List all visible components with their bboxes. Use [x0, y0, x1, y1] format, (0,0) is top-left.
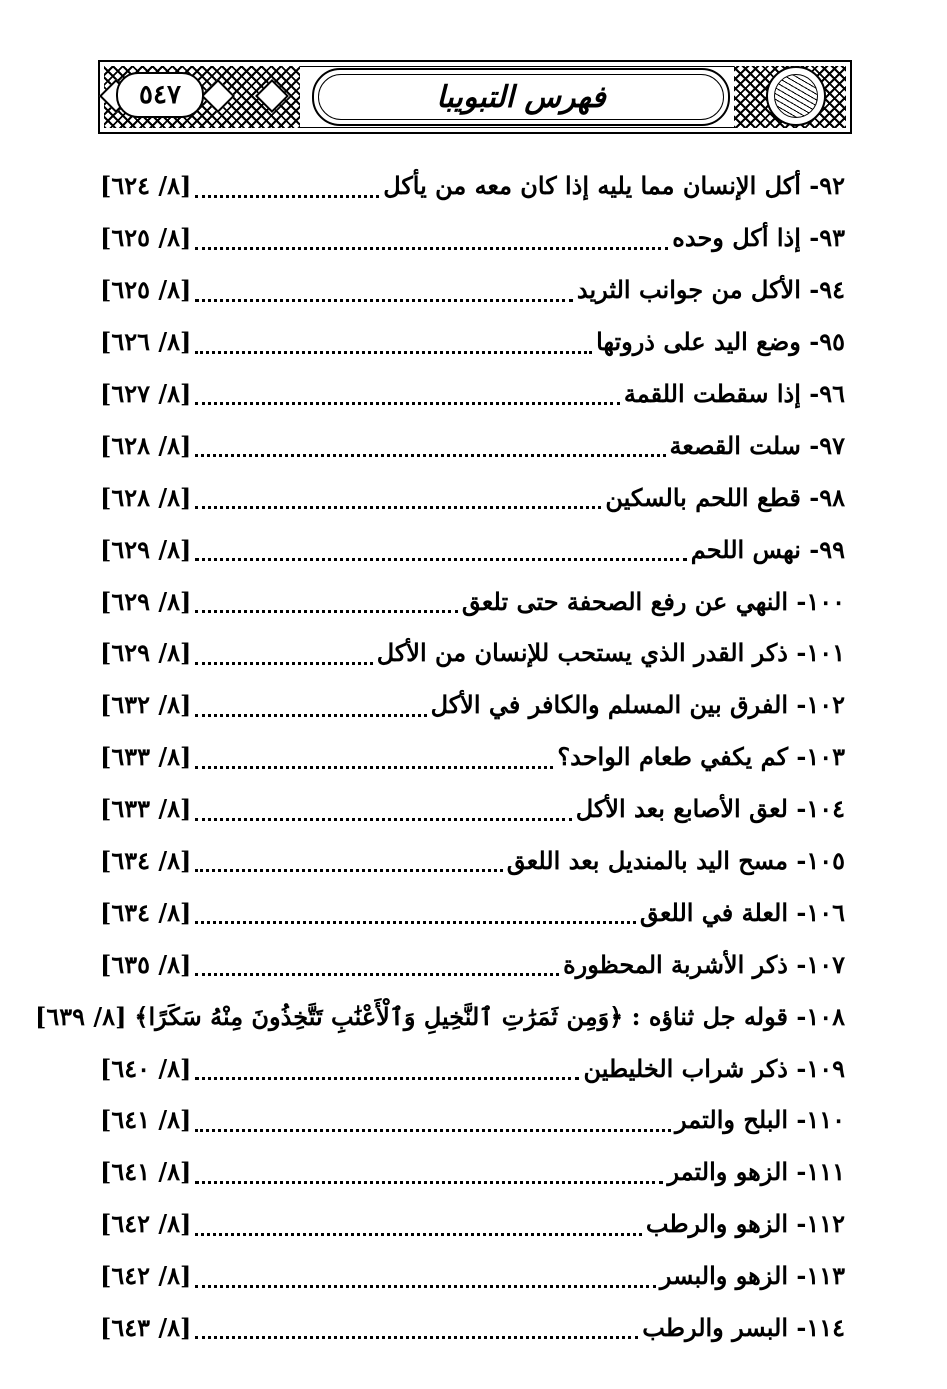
- volume-page-reference: [٨/ ٦٢٩]: [100, 586, 192, 616]
- page-title: فهرس التبويبا: [436, 79, 606, 115]
- index-entry: [100, 835, 845, 887]
- entry-text: الفرق بين المسلم والكافر في الأكل: [430, 690, 788, 720]
- entry-number: ١١٤-: [796, 1313, 845, 1343]
- volume-page-reference: [٨/ ٦٤١]: [100, 1105, 192, 1135]
- entry-text: وضع اليد على ذروتها: [596, 327, 801, 357]
- entry-title: [672, 223, 845, 252]
- index-entry: [100, 419, 845, 471]
- entry-title: [134, 1002, 845, 1031]
- entry-number: ٩٥-: [809, 327, 845, 357]
- dot-leader: [195, 1161, 663, 1184]
- entry-text: الأكل من جوانب الثريد: [576, 275, 801, 305]
- entry-text: لعق الأصابع بعد الأكل: [575, 794, 788, 824]
- entry-title: [577, 275, 845, 304]
- seal-emblem-icon: [766, 66, 826, 126]
- volume-page-reference: [٨/ ٦٢٨]: [100, 482, 192, 512]
- entry-title: [646, 1209, 845, 1238]
- entry-text: الزهو والرطب: [645, 1209, 788, 1239]
- entry-title: [583, 1054, 845, 1083]
- dot-leader: [195, 486, 601, 509]
- entry-title: [383, 171, 845, 200]
- seal-inner: [774, 74, 818, 118]
- entry-title: [691, 535, 845, 564]
- page-number: ٥٤٧: [116, 72, 204, 118]
- entry-text: البلح والتمر: [675, 1105, 788, 1135]
- entry-title: [462, 587, 845, 616]
- volume-page-reference: [٨/ ٦٣٤]: [100, 897, 192, 927]
- entry-text: قوله جل ثناؤه : ﴿وَمِن ثَمَرَٰتِ ٱلنَّخِيلِ وَٱلْأَعْنَٰبِ تَتَّخِذُونَ مِنْهُ سَكَرًا﴾: [134, 1001, 788, 1031]
- entry-title: [667, 1157, 845, 1186]
- entry-title: [563, 950, 845, 979]
- entry-text: مسح اليد بالمنديل بعد اللعق: [506, 846, 788, 876]
- index-entry: [100, 212, 845, 264]
- dot-leader: [195, 642, 372, 665]
- entry-text: إذا سقطت اللقمة: [623, 379, 801, 408]
- page-header: [98, 60, 852, 134]
- volume-page-reference: [٨/ ٦٤٣]: [100, 1313, 192, 1343]
- entry-number: ١٠٥-: [796, 846, 845, 876]
- dot-leader: [195, 175, 379, 198]
- dot-leader: [195, 746, 553, 769]
- entry-text: العلة في اللعق: [639, 897, 788, 927]
- entry-title: [675, 1105, 845, 1134]
- entry-title: [431, 690, 845, 719]
- volume-page-reference: [٨/ ٦٢٥]: [100, 223, 192, 253]
- volume-page-reference: [٨/ ٦٣٣]: [100, 794, 192, 824]
- dot-leader: [195, 1213, 641, 1236]
- entry-number: ٩٦-: [809, 379, 845, 408]
- index-entry: [100, 316, 845, 368]
- volume-page-reference: [٨/ ٦٢٧]: [100, 379, 192, 408]
- entry-text: إذا أكل وحده: [672, 223, 801, 253]
- index-entry: [100, 471, 845, 523]
- index-entry: [100, 679, 845, 731]
- dot-leader: [195, 901, 636, 924]
- dot-leader: [195, 279, 572, 302]
- title-plate: [312, 68, 730, 126]
- entry-number: ١٠١-: [796, 638, 845, 668]
- entry-title: [576, 794, 845, 823]
- entry-number: ٩٤-: [809, 275, 845, 305]
- entry-text: ذكر الأشربة المحظورة: [563, 949, 788, 979]
- dot-leader: [195, 1265, 655, 1288]
- volume-page-reference: [٨/ ٦٤١]: [100, 1157, 192, 1187]
- index-entry: [100, 731, 845, 783]
- volume-page-reference: [٨/ ٦٣٣]: [100, 742, 192, 772]
- entry-number: ١٠٣-: [796, 742, 845, 772]
- entry-text: البسر والرطب: [642, 1313, 788, 1343]
- entry-number: ٩٨-: [809, 482, 845, 512]
- volume-page-reference: [٨/ ٦٤٢]: [100, 1209, 192, 1239]
- entry-text: ذكر شراب الخليطين: [583, 1053, 788, 1083]
- dot-leader: [195, 849, 502, 872]
- entry-text: النهي عن رفع الصحفة حتى تلعق: [461, 586, 788, 616]
- entry-title: [605, 483, 845, 512]
- dot-leader: [195, 331, 592, 354]
- index-entry: [100, 886, 845, 938]
- volume-page-reference: [٨/ ٦٢٤]: [100, 171, 192, 201]
- index-entry: [100, 264, 845, 316]
- index-entry: [100, 1302, 845, 1354]
- index-entry: [100, 368, 845, 420]
- dot-leader: [195, 953, 559, 976]
- entry-title: [660, 1261, 845, 1290]
- entry-number: ١١٢-: [796, 1209, 845, 1239]
- entry-title: [557, 742, 845, 771]
- entry-number: ٩٧-: [809, 430, 845, 460]
- volume-page-reference: [٨/ ٦٣٩]: [35, 1001, 127, 1031]
- volume-page-reference: [٨/ ٦٤٢]: [100, 1261, 192, 1291]
- index-entry: [100, 1094, 845, 1146]
- entry-number: ٩٢-: [809, 171, 845, 201]
- entry-text: كم يكفي طعام الواحد؟: [557, 742, 788, 772]
- entry-number: ١٠٩-: [796, 1053, 845, 1083]
- index-entry: [100, 1198, 845, 1250]
- index-entry: [100, 160, 845, 212]
- entry-title: [670, 431, 845, 460]
- dot-leader: [195, 538, 686, 561]
- entry-number: ٩٣-: [809, 223, 845, 253]
- index-entry: [100, 575, 845, 627]
- entry-number: ١١١-: [796, 1157, 845, 1187]
- volume-page-reference: [٨/ ٦٢٨]: [100, 430, 192, 460]
- entry-number: ٩٩-: [809, 534, 845, 564]
- volume-page-reference: [٨/ ٦٢٩]: [100, 638, 192, 668]
- entry-number: ١١٠-: [796, 1105, 845, 1135]
- entry-text: نهس اللحم: [690, 534, 801, 564]
- entry-number: ١٠٨-: [796, 1001, 845, 1031]
- entry-text: سلت القصعة: [669, 430, 801, 460]
- index-entry: [100, 1250, 845, 1302]
- dot-leader: [195, 798, 571, 821]
- entry-number: ١١٣-: [796, 1261, 845, 1291]
- dot-leader: [195, 590, 458, 613]
- entry-number: ١٠٤-: [796, 794, 845, 824]
- volume-page-reference: [٨/ ٦٣٢]: [100, 690, 192, 720]
- volume-page-reference: [٨/ ٦٢٥]: [100, 275, 192, 305]
- index-entry: [100, 523, 845, 575]
- entry-title: [642, 1313, 845, 1342]
- volume-page-reference: [٨/ ٦٢٦]: [100, 327, 192, 357]
- entry-number: ١٠٦-: [796, 897, 845, 927]
- dot-leader: [195, 434, 665, 457]
- entry-text: قطع اللحم بالسكين: [605, 482, 801, 512]
- dot-leader: [195, 382, 619, 405]
- index-entry: [100, 627, 845, 679]
- entry-text: الزهو والبسر: [659, 1261, 788, 1291]
- entry-text: ذكر القدر الذي يستحب للإنسان من الأكل: [376, 638, 788, 668]
- entry-text: الزهو والتمر: [667, 1157, 788, 1187]
- dot-leader: [195, 694, 426, 717]
- entry-number: ١٠٠-: [796, 586, 845, 616]
- dot-leader: [195, 227, 668, 250]
- index-entry: [100, 783, 845, 835]
- index-entry: [100, 938, 845, 990]
- entry-text: أكل الإنسان مما يليه إذا كان معه من يأكل: [383, 171, 801, 201]
- volume-page-reference: [٨/ ٦٤٠]: [100, 1053, 192, 1083]
- volume-page-reference: [٨/ ٦٣٥]: [100, 949, 192, 979]
- dot-leader: [195, 1109, 671, 1132]
- entry-number: ١٠٧-: [796, 949, 845, 979]
- volume-page-reference: [٨/ ٦٣٤]: [100, 846, 192, 876]
- entry-title: [640, 898, 845, 927]
- entry-title: [377, 638, 845, 667]
- entry-number: ١٠٢-: [796, 690, 845, 720]
- index-entry: [35, 990, 845, 1042]
- entry-title: [507, 846, 845, 875]
- entry-title: [596, 327, 845, 356]
- dot-leader: [195, 1316, 638, 1339]
- volume-page-reference: [٨/ ٦٢٩]: [100, 534, 192, 564]
- entry-title: [624, 379, 845, 408]
- index-list: [35, 160, 845, 1353]
- index-entry: [100, 1042, 845, 1094]
- index-entry: [100, 1146, 845, 1198]
- dot-leader: [195, 1057, 579, 1080]
